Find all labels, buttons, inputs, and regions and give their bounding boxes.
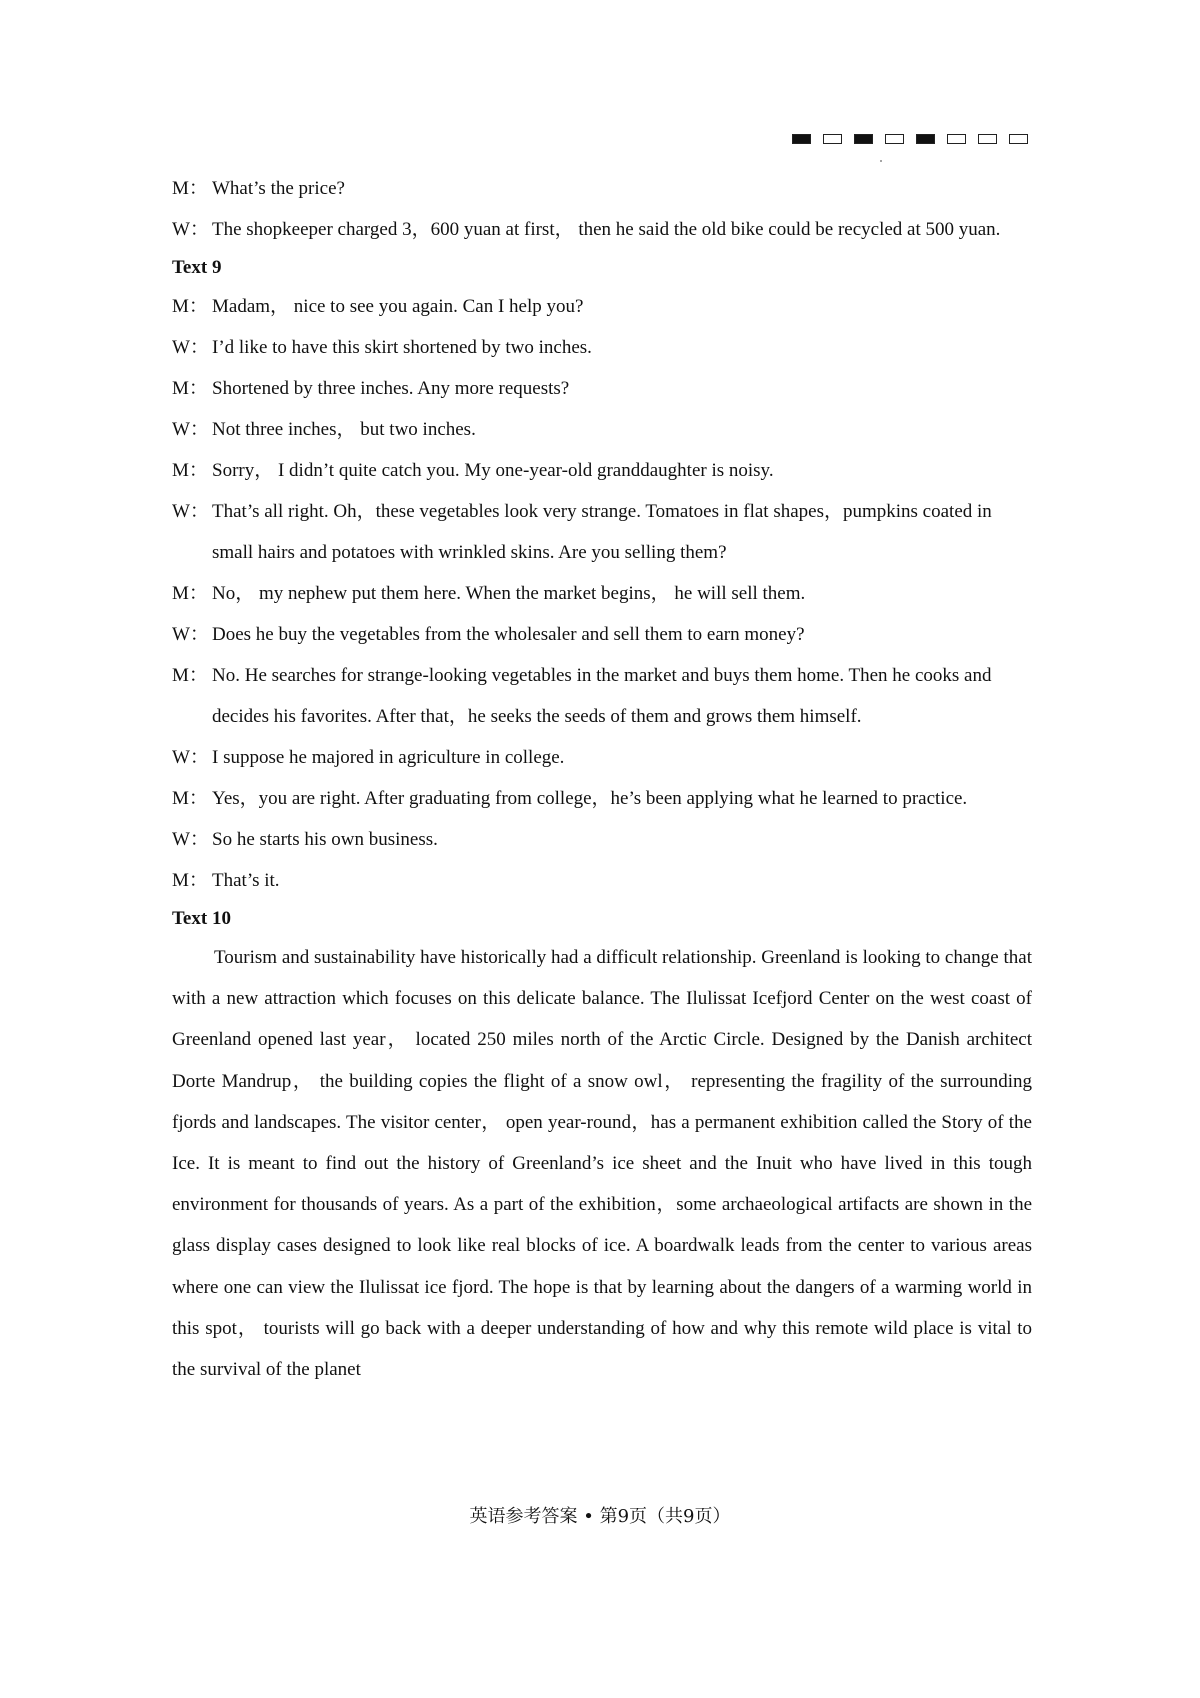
speaker-label: M： bbox=[172, 583, 208, 604]
utterance-text: Yes，you are right. After graduating from college，he’s been applying what he learned to practice. bbox=[212, 788, 968, 809]
utterance-text: Does he buy the vegetables from the wholesaler and sell them to earn money? bbox=[212, 624, 805, 645]
empty-square-mark bbox=[978, 134, 997, 144]
scan-dot bbox=[880, 160, 882, 162]
speaker-label: M： bbox=[172, 178, 208, 199]
dialogue-line bbox=[172, 209, 1032, 250]
speaker-label: M： bbox=[172, 665, 208, 686]
text10-passage: Tourism and sustainability have historically had a difficult relationship. Greenland is looking to change that with a new attraction which focuses on this delicate balance. The Ilulissat Icefjord Center on the west coast of Greenland opened last year， located 250 miles north of the Arctic Circle. Designed by the Danish architect Dorte Mandrup， the building copies the flight of a snow owl， representing the fragility of the surrounding fjords and landscapes. The visitor center， open year-round，has a permanent exhibition called the Story of the Ice. It is meant to find out the history of Greenland’s ice sheet and the Inuit who have lived in this tough environment for thousands of years. As a part of the exhibition，some archaeological artifacts are shown in the glass display cases designed to look like real blocks of ice. A boardwalk leads from the center to various areas where one can view the Ilulissat ice fjord. The hope is that by learning about the dangers of a warming world in this spot， tourists will go back with a deeper understanding of how and why this remote wild place is vital to the survival of the planet bbox=[172, 947, 1032, 1381]
speaker-label: W： bbox=[172, 829, 209, 850]
dialogue-line bbox=[172, 450, 1032, 491]
empty-square-mark bbox=[947, 134, 966, 144]
utterance-text: I’d like to have this skirt shortened by two inches. bbox=[212, 337, 592, 358]
speaker-label: W： bbox=[172, 624, 209, 645]
speaker-label: W： bbox=[172, 337, 209, 358]
speaker-label: M： bbox=[172, 460, 208, 481]
empty-square-mark bbox=[1009, 134, 1028, 144]
dialogue-line bbox=[172, 368, 1032, 409]
page-position-marks bbox=[792, 134, 1028, 144]
speaker-label: M： bbox=[172, 378, 208, 399]
speaker-label: M： bbox=[172, 788, 208, 809]
utterance-text: Sorry， I didn’t quite catch you. My one-year-old granddaughter is noisy. bbox=[212, 460, 774, 481]
dialogue-line bbox=[172, 168, 1032, 209]
utterance-text: Not three inches， but two inches. bbox=[212, 419, 476, 440]
filled-square-mark bbox=[792, 134, 811, 144]
filled-square-mark bbox=[916, 134, 935, 144]
dialogue-line bbox=[172, 409, 1032, 450]
utterance-text: Madam， nice to see you again. Can I help you? bbox=[212, 296, 584, 317]
empty-square-mark bbox=[885, 134, 904, 144]
document-body bbox=[172, 168, 1032, 1390]
dialogue-line bbox=[172, 491, 1032, 573]
speaker-label: W： bbox=[172, 501, 209, 522]
utterance-text: So he starts his own business. bbox=[212, 829, 438, 850]
speaker-label: W： bbox=[172, 747, 209, 768]
speaker-label: W： bbox=[172, 419, 209, 440]
dialogue-line bbox=[172, 778, 1032, 819]
speaker-label: W： bbox=[172, 219, 209, 240]
text10-title: Text 10 bbox=[172, 908, 231, 929]
dialogue-line bbox=[172, 860, 1032, 901]
dialogue-line bbox=[172, 286, 1032, 327]
utterance-text: That’s it. bbox=[212, 870, 280, 891]
utterance-text: What’s the price? bbox=[212, 178, 345, 199]
utterance-text: No. He searches for strange-looking vegetables in the market and buys them home. Then he cooks and decides his favorites. After that，he seeks the seeds of them and grows them himself. bbox=[212, 665, 992, 727]
dialogue-line bbox=[172, 655, 1032, 737]
text9-title: Text 9 bbox=[172, 257, 222, 278]
dialogue-line bbox=[172, 737, 1032, 778]
utterance-text: The shopkeeper charged 3，600 yuan at first， then he said the old bike could be recycled at 500 yuan. bbox=[212, 219, 1001, 240]
page-footer: 英语参考答案 • 第9页（共9页） bbox=[469, 1506, 731, 1527]
speaker-label: M： bbox=[172, 870, 208, 891]
utterance-text: Shortened by three inches. Any more requests? bbox=[212, 378, 570, 399]
continuation-dialogue bbox=[172, 168, 1032, 250]
empty-square-mark bbox=[823, 134, 842, 144]
dialogue-line bbox=[172, 819, 1032, 860]
filled-square-mark bbox=[854, 134, 873, 144]
utterance-text: I suppose he majored in agriculture in college. bbox=[212, 747, 565, 768]
dialogue-line bbox=[172, 573, 1032, 614]
text9-dialogue bbox=[172, 286, 1032, 901]
speaker-label: M： bbox=[172, 296, 208, 317]
utterance-text: No， my nephew put them here. When the market begins， he will sell them. bbox=[212, 583, 806, 604]
utterance-text: That’s all right. Oh，these vegetables look very strange. Tomatoes in flat shapes，pumpkins coated in small hairs and potatoes with wrinkled skins. Are you selling them? bbox=[212, 501, 992, 563]
dialogue-line bbox=[172, 327, 1032, 368]
dialogue-line bbox=[172, 614, 1032, 655]
